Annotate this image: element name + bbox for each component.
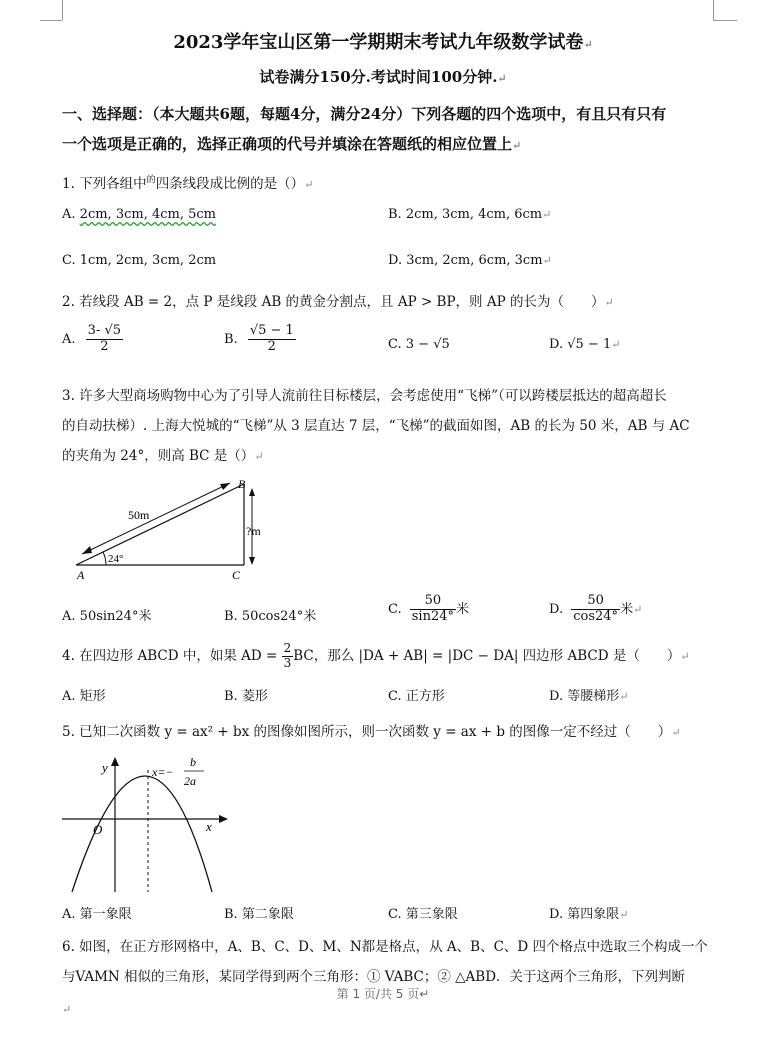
page-subtitle: 试卷满分150分.考试时间100分钟.↵ [259, 68, 507, 86]
q2-option-a[interactable]: A. $\frac{3- √5}{2}$ [62, 323, 122, 354]
crop-mark-left-v [62, 0, 63, 20]
q4-option-b[interactable]: B. 菱形 [224, 689, 268, 704]
q3-option-d[interactable]: D. $\frac{50}{\cos 24^\circ}$ 米↵ [549, 593, 643, 624]
q4-option-d[interactable]: D. 等腰梯形↵ [549, 689, 629, 704]
q2-option-d[interactable]: D. √5 − 1↵ [549, 337, 621, 352]
section-heading-line1: 一、选择题：（本大题共6题，每题4分，满分24分）下列各题的四个选项中，有且只有只有 [62, 105, 667, 123]
q5-option-b[interactable]: B. 第二象限 [224, 907, 294, 922]
question-5-stem: 5. 已知二次函数 y = ax² + bx 的图像如图所示，则一次函数 y = ax + b 的图像一定不经过（ ）↵ [62, 724, 681, 740]
q1-option-b[interactable]: B. 2cm, 3cm, 4cm, 6cm↵ [388, 207, 552, 222]
length-arrow-head-left [82, 546, 92, 554]
question-1-stem: 1. 下列各组中$^的$四条线段成比例的是（）↵ [62, 175, 314, 192]
label-axis-den: 2a [184, 774, 196, 788]
q5-option-c[interactable]: C. 第三象限 [388, 907, 458, 922]
q4-option-c[interactable]: C. 正方形 [388, 689, 445, 704]
question-3-line2: 的自动扶梯）. 上海大悦城的“飞梯”从 3 层直达 7 层，“飞梯”的截面如图，AB 的长为 50 米，AB 与 AC [62, 418, 690, 434]
q5-option-a[interactable]: A. 第一象限 [62, 907, 132, 922]
question-4-stem: 4. 在四边形 ABCD 中，如果 AD = $\frac{2}{3}$ BC，那么 |DA + AB| = |DC − DA| 四边形 ABCD 是（ ）↵ [62, 641, 690, 670]
trailing-paragraph-mark: ↵ [62, 1003, 72, 1016]
label-height: ?m [246, 524, 261, 538]
label-axis-eq: x=− [152, 765, 174, 779]
length-arrow-head-right [220, 483, 230, 490]
y-axis-arrow [111, 757, 119, 766]
q3-option-b[interactable]: B. 50cos24°米 [224, 609, 317, 624]
label-y: y [102, 760, 108, 775]
side-ab [76, 484, 244, 565]
angle-arc [103, 552, 106, 565]
question-6-line2: 与VAMN 相似的三角形，某同学得到两个三角形：① VABC；② △ABD．关于这两个三角形，下列判断 [62, 969, 686, 985]
page-footer: 第 1 页/共 5 页↵ [336, 987, 430, 1001]
label-c: C [232, 568, 241, 582]
crop-mark-right-v [713, 0, 714, 20]
page-title: 2023学年宝山区第一学期期末考试九年级数学试卷↵ [173, 32, 593, 53]
question-6-line1: 6. 如图，在正方形网格中，A、B、C、D、M、N都是格点，从 A、B、C、D 四个格点中选取三个构成一个 [62, 939, 709, 955]
parabola-figure [62, 752, 232, 897]
section-heading-line2: 一个选项是正确的，选择正确项的代号并填涂在答题纸的相应位置上↵ [62, 135, 522, 153]
q1-option-c[interactable]: C. 1cm, 2cm, 3cm, 2cm [62, 253, 217, 268]
q1-option-a[interactable]: A. 2cm, 3cm, 4cm, 5cm [62, 207, 216, 222]
q2-option-b[interactable]: B. $\frac{√5 - 1}{2}$ [224, 323, 294, 354]
escalator-triangle-figure [62, 474, 262, 584]
q3-option-a[interactable]: A. 50sin24°米 [62, 609, 152, 624]
label-origin: O [93, 822, 103, 837]
crop-mark-left-h [40, 20, 62, 21]
label-x: x [206, 819, 212, 834]
question-3-line3: 的夹角为 24°，则高 BC 是（）↵ [62, 448, 264, 464]
height-arrow-head-bottom [249, 557, 255, 565]
label-length: 50m [128, 508, 150, 522]
question-3-line1: 3. 许多大型商场购物中心为了引导人流前往目标楼层，会考虑使用“飞梯”（可以跨楼层抵达的超高超长 [62, 388, 667, 404]
q3-option-c[interactable]: C. $\frac{50}{\sin 24^\circ}$ 米 [388, 593, 470, 624]
q5-option-d[interactable]: D. 第四象限↵ [549, 907, 629, 922]
q4-option-a[interactable]: A. 矩形 [62, 689, 106, 704]
label-b: B [238, 477, 246, 491]
length-arrow [82, 483, 230, 554]
q2-option-c[interactable]: C. 3 − √5 [388, 337, 450, 352]
q1-option-d[interactable]: D. 3cm, 2cm, 6cm, 3cm↵ [388, 253, 552, 268]
label-a: A [77, 568, 85, 582]
crop-mark-right-h [713, 20, 737, 21]
question-2-stem: 2. 若线段 AB = 2，点 P 是线段 AB 的黄金分割点，且 AP > BP，则 AP 的长为（ ）↵ [62, 294, 614, 310]
label-axis-num: b [190, 755, 196, 769]
height-arrow-head-top [249, 488, 255, 496]
label-angle: 24° [108, 553, 124, 565]
x-axis-arrow [219, 815, 228, 823]
